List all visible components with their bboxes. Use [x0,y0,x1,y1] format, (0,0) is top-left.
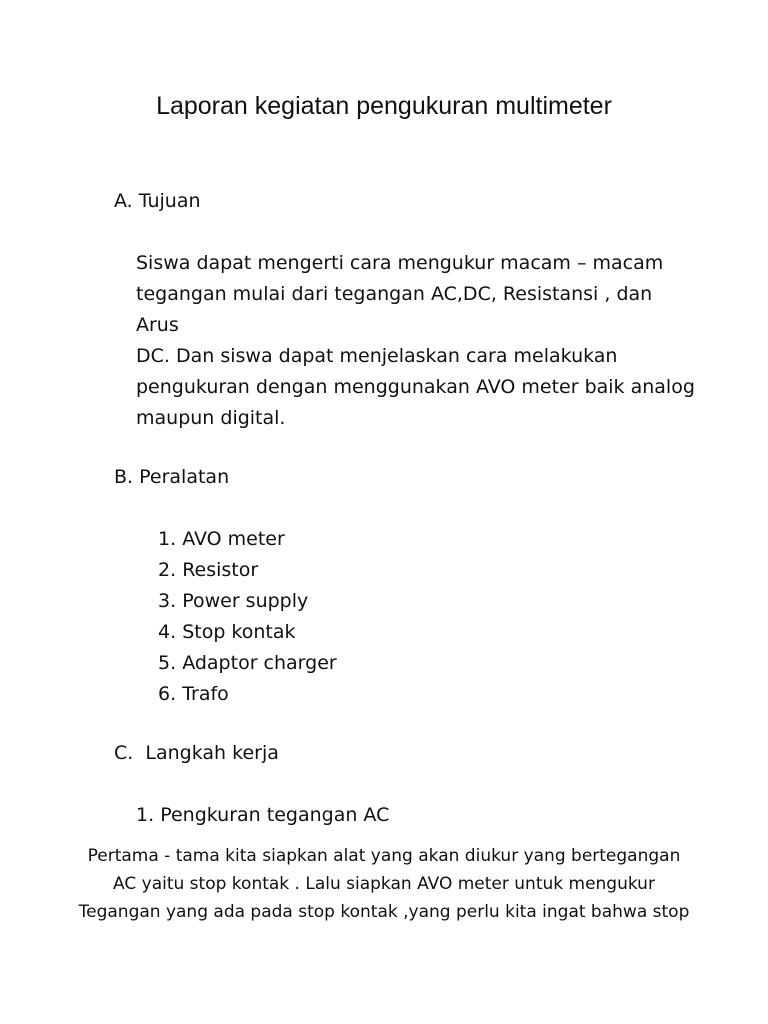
section-c-paragraph [0,842,768,926]
steps-list [136,800,389,831]
list-item-number: 1. [158,528,177,550]
list-item-number: 1. [136,804,155,826]
section-c-marker: C. [114,742,134,764]
section-b-marker: B. [114,466,134,488]
equipment-list [158,524,337,710]
list-item [158,524,337,555]
section-a-heading [114,186,201,217]
section-b-heading [114,462,229,493]
list-item-text: Resistor [182,559,259,581]
section-c-title: Langkah kerja [145,742,279,764]
list-item [158,555,337,586]
section-a-marker: A. [114,190,133,212]
document-title: Laporan kegiatan pengukuran multimeter [156,92,612,120]
list-item-number: 2. [158,559,177,581]
paragraph-line: DC. Dan siswa dapat menjelaskan cara melakukan [136,345,618,367]
paragraph-line: maupun digital. [136,407,286,429]
list-item-number: 4. [158,621,177,643]
list-item-text: Power supply [182,590,309,612]
list-item [158,679,337,710]
list-item-text: Stop kontak [182,621,296,643]
paragraph-line: Tegangan yang ada pada stop kontak ,yang perlu kita ingat bahwa stop [78,902,690,922]
list-item-number: 5. [158,652,177,674]
paragraph-line: AC yaitu stop kontak . Lalu siapkan AVO meter untuk mengukur [113,874,655,894]
list-item [158,617,337,648]
list-item-number: 6. [158,683,177,705]
paragraph-line: tegangan mulai dari tegangan AC,DC, Resistansi , dan Arus [136,283,653,336]
list-item-text: Adaptor charger [182,652,337,674]
section-b-title: Peralatan [139,466,230,488]
list-item [158,648,337,679]
list-item [158,586,337,617]
section-c-heading [114,738,279,769]
section-a-title: Tujuan [138,190,201,212]
list-item-text: Trafo [182,683,229,705]
paragraph-line: Pertama - tama kita siapkan alat yang akan diukur yang bertegangan [87,846,681,866]
paragraph-line: Siswa dapat mengerti cara mengukur macam – macam [136,252,664,274]
list-item-text: AVO meter [182,528,285,550]
paragraph-line: pengukuran dengan menggunakan AVO meter baik analog [136,376,695,398]
section-a-paragraph [136,248,696,434]
list-item-number: 3. [158,590,177,612]
list-item-text: Pengkuran tegangan AC [160,804,390,826]
list-item [136,800,389,831]
